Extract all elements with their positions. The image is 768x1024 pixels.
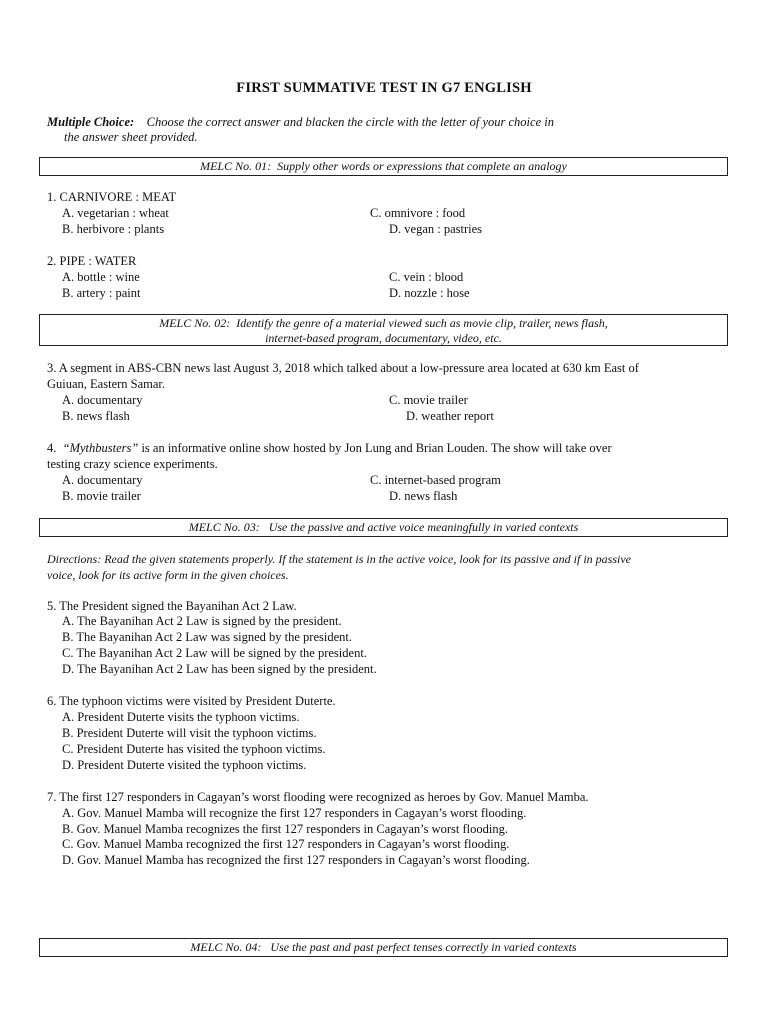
question-6-option-d: D. President Duterte visited the typhoon victims. (62, 758, 307, 772)
question-2-option-b: B. artery : paint (62, 286, 141, 300)
instructions-line2: the answer sheet provided. (64, 130, 198, 144)
question-2-option-c: C. vein : blood (389, 270, 464, 284)
question-5-option-a: A. The Bayanihan Act 2 Law is signed by the president. (62, 614, 342, 628)
question-text: is an informative online show hosted by Jon Lung and Brian Louden. The show will take over (138, 441, 612, 455)
question-7-option-a: A. Gov. Manuel Mamba will recognize the first 127 responders in Cagayan’s worst flooding. (62, 806, 527, 820)
melc-label: MELC No. 03: (188, 520, 260, 534)
question-6-option-b: B. President Duterte will visit the typhoon victims. (62, 726, 317, 740)
melc-text: Use the past and past perfect tenses correctly in varied contexts (270, 940, 577, 954)
question-3-stem-cont: Guiuan, Eastern Samar. (47, 377, 166, 391)
melc-label: MELC No. 02: (159, 316, 231, 330)
question-3-option-d: D. weather report (406, 409, 494, 423)
question-1-option-d: D. vegan : pastries (389, 222, 483, 236)
question-6-option-a: A. President Duterte visits the typhoon victims. (62, 710, 300, 724)
instructions-line1 (47, 115, 554, 130)
question-7-option-b: B. Gov. Manuel Mamba recognizes the first 127 responders in Cagayan’s worst flooding. (62, 822, 508, 836)
question-3-stem: 3. A segment in ABS-CBN news last August 3, 2018 which talked about a low-pressure area located at 630 km East of (47, 361, 639, 375)
directions-line2: voice, look for its active form in the given choices. (47, 568, 289, 582)
melc-label: MELC No. 04: (190, 940, 262, 954)
question-4-option-c: C. internet-based program (370, 473, 501, 487)
question-4-option-b: B. movie trailer (62, 489, 141, 503)
question-3-option-b: B. news flash (62, 409, 130, 423)
question-3-option-c: C. movie trailer (389, 393, 468, 407)
question-7-option-c: C. Gov. Manuel Mamba recognized the first 127 responders in Cagayan’s worst flooding. (62, 837, 510, 851)
question-1-option-a: A. vegetarian : wheat (62, 206, 169, 220)
question-6-option-c: C. President Duterte has visited the typhoon victims. (62, 742, 326, 756)
question-5-option-c: C. The Bayanihan Act 2 Law will be signed by the president. (62, 646, 367, 660)
question-4-option-a: A. documentary (62, 473, 143, 487)
question-1-option-b: B. herbivore : plants (62, 222, 165, 236)
melc-box-2 (39, 314, 728, 346)
question-2-stem: 2. PIPE : WATER (47, 254, 137, 268)
melc-text: Supply other words or expressions that complete an analogy (277, 159, 567, 173)
melc-label: MELC No. 01: (200, 159, 272, 173)
question-4-option-d: D. news flash (389, 489, 458, 503)
melc-box-3 (39, 518, 728, 537)
question-2-option-d: D. nozzle : hose (389, 286, 470, 300)
question-1-option-c: C. omnivore : food (370, 206, 466, 220)
question-7-stem: 7. The first 127 responders in Cagayan’s worst flooding were recognized as heroes by Gov. Manuel Mamba. (47, 790, 589, 804)
melc-text: Identify the genre of a material viewed such as movie clip, trailer, news flash, (236, 316, 608, 330)
directions-line1: Directions: Read the given statements properly. If the statement is in the active voice, look for its passive and if in passive (47, 552, 631, 566)
question-4-stem-cont: testing crazy science experiments. (47, 457, 218, 471)
question-1-stem: 1. CARNIVORE : MEAT (47, 190, 177, 204)
page-title: FIRST SUMMATIVE TEST IN G7 ENGLISH (236, 80, 532, 96)
instructions-text: Choose the correct answer and blacken the circle with the letter of your choice in (146, 115, 554, 129)
melc-box-1 (39, 157, 728, 176)
question-3-option-a: A. documentary (62, 393, 143, 407)
instructions-label: Multiple Choice: (47, 115, 135, 129)
show-title: “Mythbusters” (62, 441, 139, 455)
question-5-option-b: B. The Bayanihan Act 2 Law was signed by the president. (62, 630, 352, 644)
melc-text: Use the passive and active voice meaningfully in varied contexts (268, 520, 579, 534)
question-7-option-d: D. Gov. Manuel Mamba has recognized the first 127 responders in Cagayan’s worst flooding. (62, 853, 530, 867)
melc-box-4 (39, 938, 728, 957)
question-6-stem: 6. The typhoon victims were visited by President Duterte. (47, 694, 336, 708)
question-5-stem: 5. The President signed the Bayanihan Act 2 Law. (47, 599, 297, 613)
melc-text-line2: internet-based program, documentary, video, etc. (265, 331, 502, 345)
question-4-stem (47, 441, 612, 456)
question-number: 4. (47, 441, 57, 455)
question-5-option-d: D. The Bayanihan Act 2 Law has been signed by the president. (62, 662, 377, 676)
question-2-option-a: A. bottle : wine (62, 270, 140, 284)
